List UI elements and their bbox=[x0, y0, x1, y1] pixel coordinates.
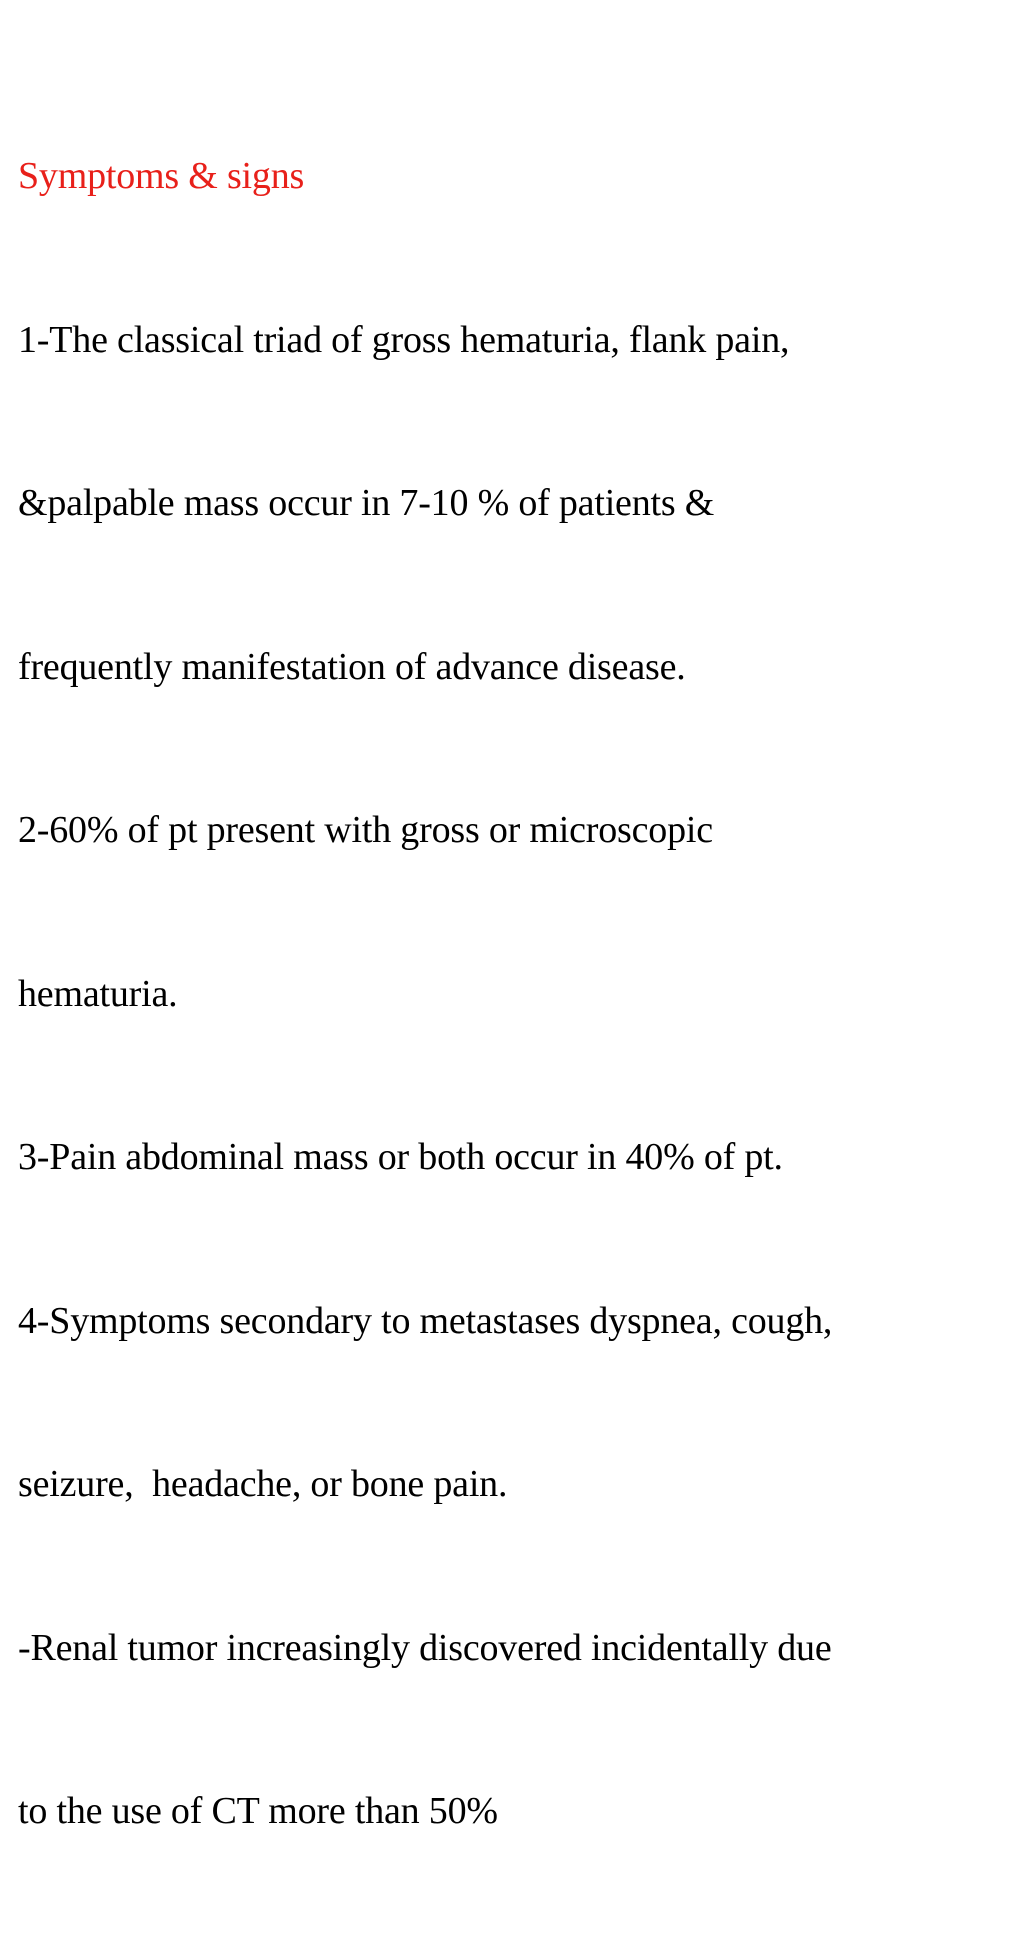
point-2-line-2: hematuria. bbox=[18, 972, 178, 1015]
note-line-1: -Renal tumor increasingly discovered incidentally due bbox=[18, 1626, 832, 1669]
point-3-line-1: 3-Pain abdominal mass or both occur in 40% of pt. bbox=[18, 1136, 783, 1178]
point-2-line-1: 2-60% of pt present with gross or microscopic bbox=[18, 809, 713, 851]
point-1-line-2: &palpable mass occur in 7-10 % of patients & bbox=[18, 482, 715, 524]
point-1-line-1: 1-The classical triad of gross hematuria, flank pain, bbox=[18, 318, 790, 361]
slide-content bbox=[18, 40, 1018, 1948]
note-line-2: to the use of CT more than 50% bbox=[18, 1790, 498, 1832]
point-4-line-1: 4-Symptoms secondary to metastases dyspnea, cough, bbox=[18, 1299, 833, 1342]
slide-title: Symptoms & signs bbox=[18, 155, 305, 197]
point-1-line-3: frequently manifestation of advance disease. bbox=[18, 645, 686, 688]
point-4-line-2: seizure, headache, or bone pain. bbox=[18, 1463, 508, 1505]
